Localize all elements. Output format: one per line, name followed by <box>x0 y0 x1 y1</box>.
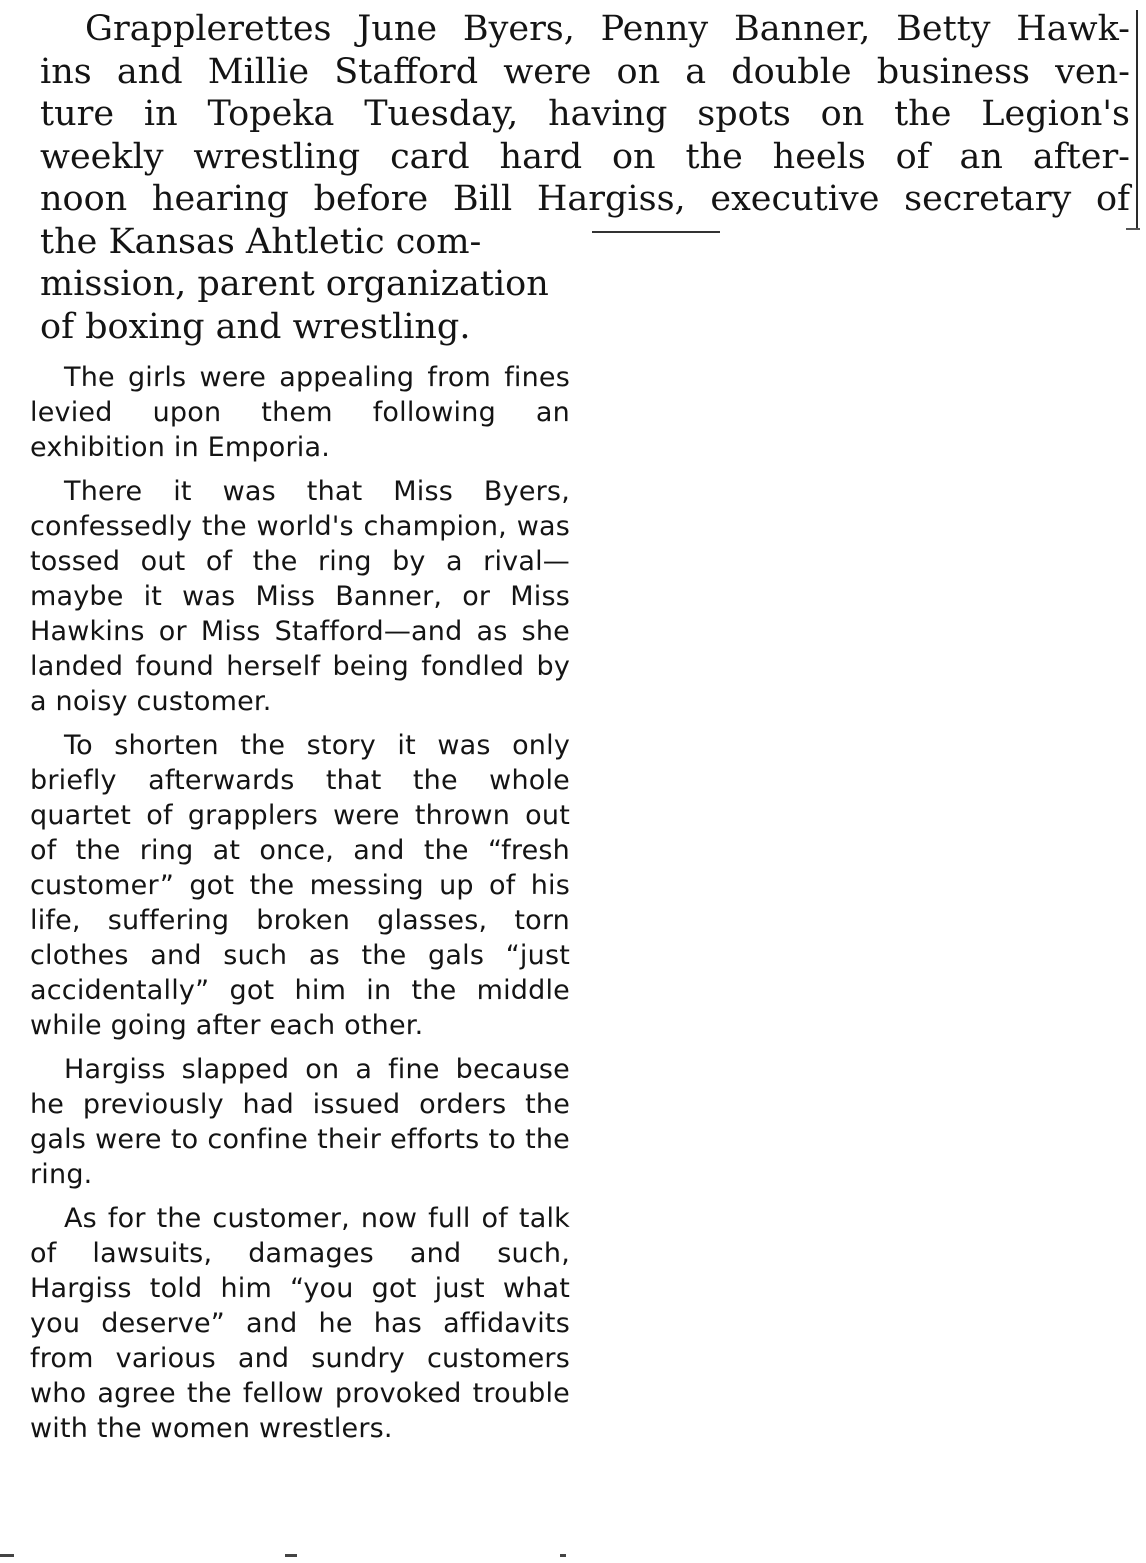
article-paragraph: As for the customer, now full of talk of lawsuits, damages and such, Hargiss told him “you got just what you deserve” and he has affidavits from various and sundry customers who agree the fellow provoked trouble with the women wrestlers. <box>30 1203 570 1444</box>
article-paragraph: Hargiss slapped on a fine because he previously had issued orders the gals were to confine their efforts to the ring. <box>30 1054 570 1190</box>
lead-line: weekly wrestling card hard on the heels of an after- <box>40 136 1130 177</box>
cut-line <box>592 231 720 233</box>
lead-line: mission, parent organization <box>40 264 549 304</box>
article-paragraph: There it was that Miss Byers, confessedly the world's champion, was tossed out of the ring by a rival—maybe it was Miss Banner, or Miss Hawkins or Miss Stafford—and as she landed found herself being fondled by a noisy customer. <box>30 476 570 717</box>
column-rule <box>1136 10 1138 230</box>
lead-line: noon hearing before Bill Hargiss, executive secretary of <box>40 179 1130 219</box>
article-paragraph: The girls were appealing from fines levied upon them following an exhibition in Emporia. <box>30 362 570 463</box>
cut-line <box>1126 228 1140 230</box>
article-body <box>30 360 570 1455</box>
lead-line: ture in Topeka Tuesday, having spots on the Legion's <box>40 94 1130 134</box>
lead-line: of boxing and wrestling. <box>40 306 471 347</box>
lead-line: Grapplerettes June Byers, Penny Banner, Betty Hawk- <box>85 9 1130 49</box>
lead-line: ins and Millie Stafford were on a double business ven- <box>40 51 1130 92</box>
torn-edge <box>0 1552 1146 1560</box>
lead-line: the Kansas Ahtletic com- <box>40 221 482 262</box>
lead-paragraph <box>40 8 1130 348</box>
article-paragraph: To shorten the story it was only briefly afterwards that the whole quartet of grapplers were thrown out of the ring at once, and the “fresh customer” got the messing up of his life, suffering broken glasses, torn clothes and such as the gals “just accidentally” got him in the middle while going after each other. <box>30 730 570 1041</box>
